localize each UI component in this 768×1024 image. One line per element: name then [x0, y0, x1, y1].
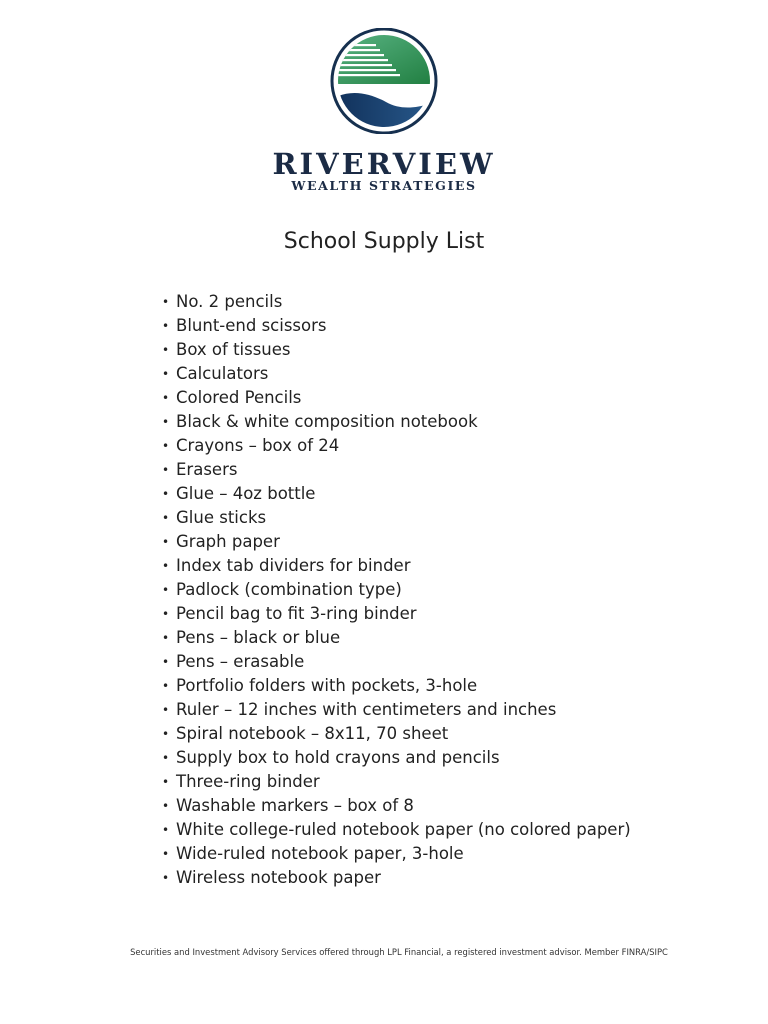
bullet-icon: •	[162, 607, 170, 621]
list-item-label: Ruler – 12 inches with centimeters and inches	[176, 700, 557, 719]
list-item	[162, 506, 682, 530]
list-item-label: Padlock (combination type)	[176, 580, 402, 599]
list-item-label: Blunt-end scissors	[176, 316, 327, 335]
list-item	[162, 866, 682, 890]
bullet-icon: •	[162, 535, 170, 549]
list-item	[162, 746, 682, 770]
list-item-label: Crayons – box of 24	[176, 436, 340, 455]
bullet-icon: •	[162, 367, 170, 381]
page-title: School Supply List	[283, 229, 485, 254]
bullet-icon: •	[162, 727, 170, 741]
list-item-label: Spiral notebook – 8x11, 70 sheet	[176, 724, 449, 743]
list-item	[162, 674, 682, 698]
list-item	[162, 338, 682, 362]
list-item	[162, 650, 682, 674]
list-item-label: Wide-ruled notebook paper, 3-hole	[176, 844, 464, 863]
bullet-icon: •	[162, 775, 170, 789]
list-item-label: Graph paper	[176, 532, 280, 551]
list-item-label: Portfolio folders with pockets, 3-hole	[176, 676, 478, 695]
list-item-label: Calculators	[176, 364, 269, 383]
list-item	[162, 410, 682, 434]
supply-list	[162, 290, 682, 890]
list-item-label: Washable markers – box of 8	[176, 796, 414, 815]
list-item	[162, 314, 682, 338]
list-item	[162, 362, 682, 386]
bullet-icon: •	[162, 487, 170, 501]
bullet-icon: •	[162, 703, 170, 717]
list-item	[162, 458, 682, 482]
list-item	[162, 794, 682, 818]
list-item	[162, 722, 682, 746]
bullet-icon: •	[162, 631, 170, 645]
list-item	[162, 842, 682, 866]
list-item	[162, 770, 682, 794]
list-item-label: No. 2 pencils	[176, 292, 283, 311]
bullet-icon: •	[162, 391, 170, 405]
list-item	[162, 818, 682, 842]
bullet-icon: •	[162, 439, 170, 453]
list-item-label: Supply box to hold crayons and pencils	[176, 748, 500, 767]
bullet-icon: •	[162, 847, 170, 861]
bullet-icon: •	[162, 583, 170, 597]
list-item-label: White college-ruled notebook paper (no colored paper)	[176, 820, 631, 839]
list-item-label: Box of tissues	[176, 340, 291, 359]
brand-subtitle: WEALTH STRATEGIES	[291, 178, 477, 193]
footer-disclaimer: Securities and Investment Advisory Services offered through LPL Financial, a registered investment advisor. Member FINRA/SIPC	[130, 947, 668, 957]
list-item-label: Glue sticks	[176, 508, 267, 527]
riverview-logo-icon	[328, 28, 440, 134]
bullet-icon: •	[162, 319, 170, 333]
bullet-icon: •	[162, 559, 170, 573]
list-item-label: Black & white composition notebook	[176, 412, 478, 431]
list-item	[162, 482, 682, 506]
list-item	[162, 578, 682, 602]
list-item-label: Pencil bag to fit 3-ring binder	[176, 604, 417, 623]
bullet-icon: •	[162, 655, 170, 669]
list-item	[162, 602, 682, 626]
list-item-label: Colored Pencils	[176, 388, 302, 407]
list-item	[162, 626, 682, 650]
list-item-label: Erasers	[176, 460, 238, 479]
brand-name: RIVERVIEW	[272, 147, 496, 181]
bullet-icon: •	[162, 415, 170, 429]
bullet-icon: •	[162, 343, 170, 357]
bullet-icon: •	[162, 511, 170, 525]
list-item-label: Wireless notebook paper	[176, 868, 381, 887]
bullet-icon: •	[162, 751, 170, 765]
list-item	[162, 386, 682, 410]
list-item	[162, 554, 682, 578]
list-item-label: Index tab dividers for binder	[176, 556, 411, 575]
list-item	[162, 290, 682, 314]
list-item-label: Three-ring binder	[176, 772, 320, 791]
bullet-icon: •	[162, 799, 170, 813]
list-item-label: Pens – erasable	[176, 652, 305, 671]
bullet-icon: •	[162, 463, 170, 477]
list-item-label: Pens – black or blue	[176, 628, 341, 647]
bullet-icon: •	[162, 823, 170, 837]
bullet-icon: •	[162, 871, 170, 885]
list-item	[162, 434, 682, 458]
list-item	[162, 530, 682, 554]
list-item-label: Glue – 4oz bottle	[176, 484, 316, 503]
list-item	[162, 698, 682, 722]
bullet-icon: •	[162, 295, 170, 309]
bullet-icon: •	[162, 679, 170, 693]
